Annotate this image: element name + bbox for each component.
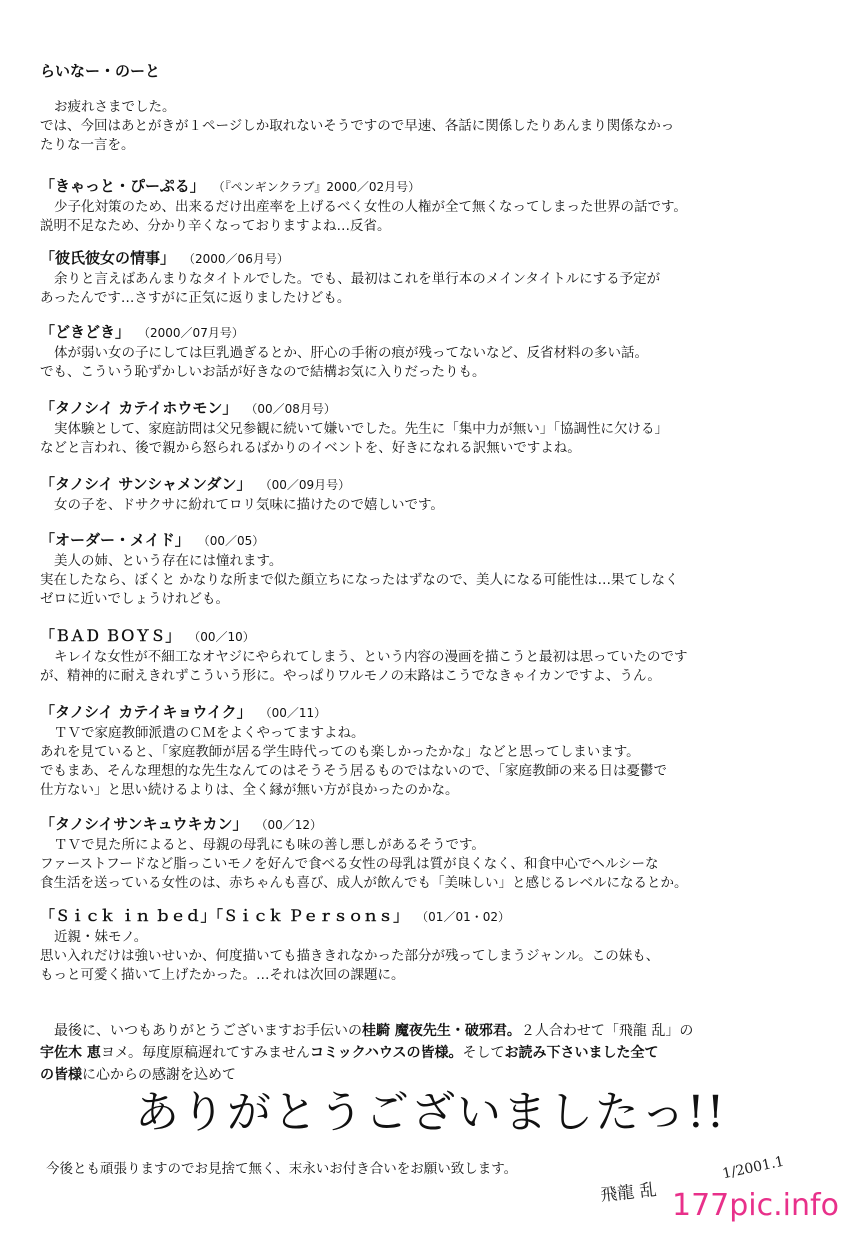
section-title: 「きゃっと・ぴーぷる」 (40, 177, 205, 195)
intro-line: では、今回はあとがきが１ページしか取れないそうですので早速、各話に関係したりあんまり関係なかっ (40, 118, 675, 134)
section-line: 体が弱い女の子にしては巨乳過ぎるとか、肝心の手術の痕が残ってないなど、反省材料の多い話。 (54, 345, 648, 361)
closing-text: 最後に、いつもありがとうございますお手伝いの (54, 1023, 362, 1039)
section-issue: （2000／06月号） (189, 252, 289, 266)
page-title: らいなー・のーと (40, 62, 161, 80)
section-sansha-mendan (40, 474, 840, 515)
section-line: もっと可愛く描いて上げたかった。…それは次回の課題に。 (40, 967, 405, 983)
section-line: が、精神的に耐えきれずこういう形に。やっぱりワルモノの末路はこうでなきゃイカンですよ、うん。 (40, 668, 661, 684)
closing-text: お読み下さいました全て (504, 1045, 659, 1061)
section-line: 説明不足なため、分かり辛くなっておりますよね…反省。 (40, 218, 391, 234)
section-line: ＴＶで家庭教師派遣のＣＭをよくやってますよね。 (54, 725, 365, 741)
closing-text: 宇佐木 恵 (40, 1045, 101, 1061)
closing-text: 桂騎 魔夜先生・破邪君。 (362, 1023, 521, 1039)
section-katei-houmon (40, 398, 840, 458)
section-issue: （00／05） (203, 534, 265, 548)
section-title: 「タノシイ サンシャメンダン」 (40, 475, 252, 493)
closing-text: ２人合わせて「飛龍 乱」の (520, 1023, 694, 1039)
section-title: 「Ｓｉｃｋ ｉｎ ｂｅｄ」「Ｓｉｃｋ Ｐｅｒｓｏｎｓ」 (40, 907, 409, 925)
closing-text: そして (462, 1045, 505, 1061)
big-thanks-heading: ありがとうございましたっ!! (135, 1087, 727, 1138)
section-title: 「オーダー・メイド」 (40, 531, 190, 549)
section-katei-kyouiku (40, 702, 840, 800)
section-issue: （『ペンギンクラブ』2000／02月号） (218, 180, 421, 194)
section-line: あれを見ていると、「家庭教師が居る学生時代ってのも楽しかったかな」などと思ってしまいます。 (40, 744, 640, 760)
section-line: ＴＶで見た所によると、母親の母乳にも味の善し悪しがあるそうです。 (54, 837, 485, 853)
closing-block (40, 1020, 840, 1086)
section-line: 美人の姉、という存在には憧れます。 (54, 553, 283, 569)
section-line: あったんです…さすがに正気に返りましたけども。 (40, 290, 351, 306)
section-line: 食生活を送っている女性のは、赤ちゃんも喜び、成人が飲んでも「美味しい」と感じるレベルになるとか。 (40, 875, 688, 891)
section-issue: （00／10） (194, 630, 255, 644)
signature-date: 1/2001.1 (721, 1153, 786, 1183)
closing-text: コミックハウスの皆様。 (310, 1045, 463, 1061)
section-line: キレイな女性が不細工なオヤジにやられてしまう、という内容の漫画を描こうと最初は思っていたのです (54, 649, 688, 665)
section-dokidoki (40, 322, 840, 382)
closing-text: の皆様 (40, 1067, 82, 1083)
section-order-made (40, 530, 840, 609)
section-line: などと言われ、後で親から怒られるばかりのイベントを、好きになれる訳無いですよね。 (40, 440, 581, 456)
section-line: 思い入れだけは強いせいか、何度描いても描ききれなかった部分が残ってしまうジャンル。この妹も、 (40, 948, 660, 964)
final-line: 今後とも頑張りますのでお見捨て無く、末永いお付き合いをお願い致します。 (46, 1161, 518, 1177)
section-line: 実体験として、家庭訪問は父兄参観に続いて嫌いでした。先生に「集中力が無い」「協調性に欠ける」 (54, 421, 668, 437)
section-issue: （00／09月号） (265, 478, 351, 492)
section-title: 「タノシイ カテイキョウイク」 (40, 703, 252, 721)
section-title: 「ＢＡＤ ＢＯＹＳ」 (40, 627, 181, 645)
section-title: 「どきどき」 (40, 323, 131, 341)
section-issue: （01／01・02） (422, 910, 510, 924)
section-line: 少子化対策のため、出来るだけ出産率を上げるべく女性の人権が全て無くなってしまった世界の話です。 (54, 199, 687, 215)
section-cat-people (40, 176, 840, 236)
section-line: 女の子を、ドサクサに紛れてロリ気味に描けたので嬉しいです。 (54, 497, 444, 513)
section-issue: （00／12） (261, 818, 322, 832)
section-issue: （2000／07月号） (144, 326, 244, 340)
section-line: 近親・妹モノ。 (54, 929, 148, 945)
section-sankyuu-kikan (40, 814, 840, 893)
section-line: でもまあ、そんな理想的な先生なんてのはそうそう居るものではないので、「家庭教師の来る日は憂鬱で (40, 763, 667, 779)
section-title: 「タノシイサンキュウキカン」 (40, 815, 248, 833)
section-kareshi-kanojo (40, 248, 840, 308)
closing-text: に心からの感謝を込めて (82, 1067, 236, 1083)
signature: 飛龍 乱 (599, 1180, 658, 1206)
section-line: 余りと言えばあんまりなタイトルでした。でも、最初はこれを単行本のメインタイトルにする予定が (54, 271, 661, 287)
section-sick-in-bed (40, 906, 840, 985)
section-line: でも、こういう恥ずかしいお話が好きなので結構お気に入りだったりも。 (40, 364, 486, 380)
section-issue: （00／08月号） (251, 402, 336, 416)
section-line: ファーストフードなど脂っこいモノを好んで食べる女性の母乳は質が良くなく、和食中心でヘルシーな (40, 856, 659, 872)
section-title: 「彼氏彼女の情事」 (40, 249, 176, 267)
intro-line: お疲れさまでした。 (54, 99, 176, 115)
closing-text: ヨメ。毎度原稿遅れてすみません (100, 1045, 311, 1061)
section-bad-boys (40, 626, 840, 686)
section-line: ゼロに近いでしょうけれども。 (40, 591, 229, 607)
intro-block (40, 98, 840, 155)
intro-line: たりな一言を。 (40, 137, 135, 153)
section-issue: （00／11） (265, 706, 327, 720)
section-line: 仕方ない」と思い続けるよりは、全く縁が無い方が良かったのかな。 (40, 782, 459, 798)
section-title: 「タノシイ カテイホウモン」 (40, 399, 238, 417)
watermark: 177pic.info (672, 1188, 839, 1223)
section-line: 実在したなら、ぼくと かなりな所まで似た顔立ちになったはずなので、美人になる可能性は…果てしなく (40, 572, 679, 588)
